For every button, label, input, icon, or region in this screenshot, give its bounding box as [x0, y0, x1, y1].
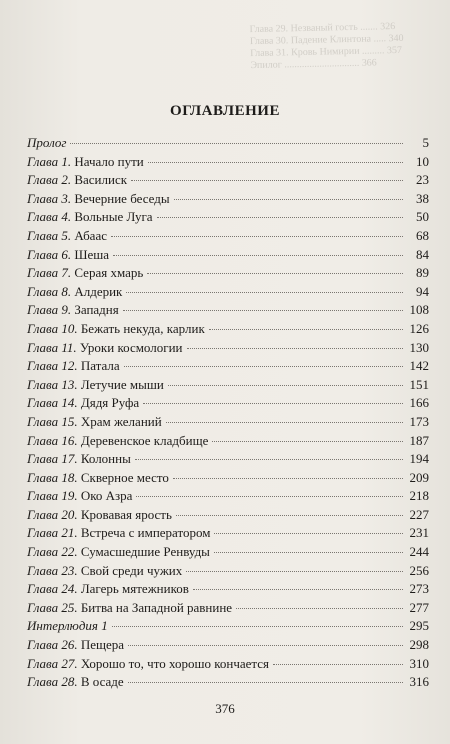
page-title: ОГЛАВЛЕНИЕ [170, 103, 280, 119]
dot-leader [174, 199, 403, 200]
toc-entry-prefix: Глава 14. [27, 395, 78, 411]
toc-entry-title [27, 524, 210, 543]
toc-entry-text: Колонны [77, 451, 131, 467]
toc-entry-prefix: Глава 3. [27, 190, 72, 206]
toc-entry [27, 599, 429, 618]
toc-entry-page: 173 [409, 413, 429, 429]
toc-entry-title [27, 301, 119, 320]
dot-leader [209, 329, 403, 330]
toc-entry-text: Пещера [77, 637, 125, 653]
toc-entry [27, 283, 429, 302]
toc-entry-text: Храм желаний [77, 413, 162, 429]
toc-entry-page: 94 [416, 283, 429, 299]
toc-entry-text: Вечерние беседы [71, 190, 170, 206]
toc-entry-text: Василиск [71, 172, 128, 188]
toc-entry-page: 130 [409, 339, 429, 355]
toc-entry [27, 655, 429, 674]
dot-leader [111, 236, 403, 237]
toc-entry-page: 218 [409, 488, 429, 504]
toc-entry-title [27, 450, 131, 469]
toc-entry-text: Алдерик [71, 283, 123, 299]
toc-entry-prefix: Глава 5. [27, 227, 72, 243]
dot-leader [128, 682, 403, 683]
toc-entry-title [27, 580, 189, 599]
toc-entry-page: 89 [416, 265, 429, 281]
dot-leader [131, 180, 403, 181]
page-number: 376 [215, 701, 235, 716]
toc-entry-prefix: Глава 21. [27, 525, 78, 541]
toc-entry-text: Лагерь мятежников [77, 581, 189, 597]
toc-entry-page: 84 [416, 246, 429, 262]
toc-entry-title [27, 320, 205, 339]
toc-entry-title [27, 487, 132, 506]
table-of-contents [27, 134, 429, 692]
toc-entry [27, 134, 429, 153]
dot-leader [273, 664, 403, 665]
toc-entry-title [27, 171, 127, 190]
toc-entry [27, 636, 429, 655]
toc-entry-title [27, 283, 122, 302]
toc-entry-prefix: Глава 22. [27, 544, 78, 560]
toc-entry-page: 194 [409, 451, 429, 467]
toc-entry [27, 339, 429, 358]
toc-entry-prefix: Глава 24. [27, 581, 78, 597]
toc-entry-prefix: Глава 2. [27, 172, 72, 188]
dot-leader [147, 273, 403, 274]
toc-entry [27, 264, 429, 283]
dot-leader [113, 255, 403, 256]
toc-entry-title [27, 339, 183, 358]
dot-leader [135, 459, 403, 460]
dot-leader [168, 385, 403, 386]
toc-entry-prefix: Глава 16. [27, 432, 78, 448]
toc-entry-prefix: Глава 15. [27, 413, 78, 429]
toc-entry-title [27, 506, 172, 525]
toc-entry-page: 187 [409, 432, 429, 448]
dot-leader [143, 403, 403, 404]
toc-entry-prefix: Глава 12. [27, 358, 78, 374]
toc-entry-page: 209 [409, 469, 429, 485]
toc-entry-text: Бежать некуда, карлик [77, 320, 205, 336]
toc-entry-prefix: Глава 7. [27, 265, 72, 281]
toc-entry-prefix: Глава 19. [27, 488, 78, 504]
dot-leader [214, 533, 403, 534]
toc-entry-title [27, 246, 109, 265]
dot-leader [148, 162, 403, 163]
dot-leader [173, 478, 403, 479]
toc-entry-title [27, 394, 139, 413]
toc-entry-prefix: Глава 17. [27, 451, 78, 467]
toc-entry-prefix: Глава 28. [27, 674, 78, 690]
toc-entry [27, 171, 429, 190]
toc-entry-text: Абаас [71, 227, 107, 243]
dot-leader [236, 608, 403, 609]
toc-entry-title [27, 208, 153, 227]
toc-entry-page: 23 [416, 172, 429, 188]
toc-entry [27, 208, 429, 227]
toc-entry-title [27, 376, 164, 395]
toc-entry-text: Западня [71, 302, 119, 318]
toc-entry-text: Хорошо то, что хорошо кончается [77, 655, 270, 671]
toc-entry-title [27, 636, 124, 655]
toc-entry-page: 10 [416, 153, 429, 169]
toc-entry-title [27, 134, 66, 153]
toc-entry-text: Свой среди чужих [77, 562, 183, 578]
toc-entry-prefix: Глава 18. [27, 469, 78, 485]
bleed-through-text [250, 20, 450, 72]
dot-leader [176, 515, 403, 516]
dot-leader [187, 348, 404, 349]
toc-entry [27, 376, 429, 395]
toc-entry-page: 244 [409, 544, 429, 560]
bleed-through-line: Глава 31. Кровь Нимирии ......... 357 [250, 44, 403, 60]
dot-leader [70, 143, 403, 144]
toc-entry [27, 227, 429, 246]
toc-entry [27, 357, 429, 376]
toc-entry-page: 68 [416, 227, 429, 243]
toc-entry-text: Дядя Руфа [77, 395, 140, 411]
toc-entry [27, 394, 429, 413]
toc-entry-page: 256 [409, 562, 429, 578]
toc-entry [27, 190, 429, 209]
toc-entry-title [27, 562, 182, 581]
toc-entry [27, 301, 429, 320]
toc-entry-prefix: Глава 1. [27, 153, 72, 169]
toc-entry-title [27, 357, 120, 376]
toc-entry [27, 432, 429, 451]
toc-entry-page: 231 [409, 525, 429, 541]
toc-entry-page: 316 [409, 674, 429, 690]
toc-entry [27, 487, 429, 506]
toc-entry-prefix: Глава 20. [27, 506, 78, 522]
toc-entry-prefix: Интерлюдия 1 [27, 618, 108, 634]
toc-entry-page: 126 [409, 320, 429, 336]
dot-leader [123, 310, 403, 311]
toc-entry-prefix: Глава 4. [27, 209, 72, 225]
toc-entry [27, 469, 429, 488]
toc-entry [27, 617, 429, 636]
bleed-through-line: Глава 29. Незваный гость ....... 326 [249, 21, 396, 36]
toc-entry-title [27, 599, 232, 618]
toc-entry-page: 277 [409, 599, 429, 615]
toc-entry-text: Скверное место [77, 469, 169, 485]
toc-entry-title [27, 153, 144, 172]
toc-entry-title [27, 673, 124, 692]
toc-entry-prefix: Пролог [27, 135, 67, 150]
toc-entry-page: 142 [409, 358, 429, 374]
toc-entry-text: Сумасшедшие Ренвуды [77, 544, 210, 560]
dot-leader [128, 645, 403, 646]
toc-entry-page: 295 [409, 618, 429, 634]
toc-entry-page: 108 [409, 302, 429, 318]
toc-entry-page: 50 [416, 209, 429, 225]
toc-entry [27, 543, 429, 562]
toc-entry-text: Патала [77, 358, 120, 374]
toc-entry-text: Деревенское кладбище [77, 432, 209, 448]
dot-leader [166, 422, 403, 423]
toc-entry [27, 580, 429, 599]
toc-entry-text: Уроки космологии [76, 339, 183, 355]
toc-entry-text: Вольные Луга [71, 209, 153, 225]
toc-entry-title [27, 264, 143, 283]
toc-entry-text: Шеша [71, 246, 110, 262]
toc-entry-title [27, 190, 170, 209]
dot-leader [186, 571, 403, 572]
toc-entry [27, 153, 429, 172]
toc-entry-prefix: Глава 13. [27, 376, 78, 392]
toc-entry-prefix: Глава 10. [27, 320, 78, 336]
dot-leader [112, 626, 403, 627]
toc-entry-title [27, 469, 169, 488]
toc-entry [27, 524, 429, 543]
toc-entry-text: Кровавая ярость [77, 506, 172, 522]
dot-leader [136, 496, 403, 497]
toc-entry [27, 450, 429, 469]
toc-entry-text: Око Азра [77, 488, 133, 504]
bleed-through-line: Глава 30. Падение Клинтона ..... 340 [249, 32, 404, 48]
toc-entry-text: В осаде [77, 674, 124, 690]
toc-entry [27, 320, 429, 339]
toc-entry-text: Летучие мыши [77, 376, 164, 392]
toc-entry-prefix: Глава 26. [27, 637, 78, 653]
toc-entry-prefix: Глава 23. [27, 562, 78, 578]
toc-entry-prefix: Глава 11. [27, 339, 77, 355]
toc-entry-prefix: Глава 6. [27, 246, 72, 262]
toc-entry-text: Начало пути [71, 153, 144, 169]
toc-entry-title [27, 413, 162, 432]
dot-leader [212, 441, 403, 442]
toc-entry-page: 298 [409, 637, 429, 653]
toc-entry [27, 413, 429, 432]
dot-leader [193, 589, 403, 590]
toc-entry-title [27, 227, 107, 246]
toc-entry-page: 227 [409, 506, 429, 522]
toc-entry-title [27, 617, 108, 636]
toc-entry-prefix: Глава 9. [27, 302, 72, 318]
toc-entry-page: 310 [409, 655, 429, 671]
toc-entry-page: 166 [409, 395, 429, 411]
toc-entry-page: 38 [416, 190, 429, 206]
bleed-through-line: Эпилог .............................. 366 [250, 57, 377, 72]
toc-entry [27, 673, 429, 692]
toc-entry-title [27, 432, 208, 451]
toc-entry [27, 246, 429, 265]
dot-leader [214, 552, 403, 553]
toc-entry-text: Серая хмарь [71, 265, 144, 281]
dot-leader [126, 292, 403, 293]
toc-entry-prefix: Глава 25. [27, 599, 78, 615]
toc-entry [27, 562, 429, 581]
toc-entry-page: 5 [422, 135, 429, 150]
dot-leader [124, 366, 403, 367]
toc-entry-text: Битва на Западной равнине [77, 599, 233, 615]
toc-entry-page: 151 [409, 376, 429, 392]
dot-leader [157, 217, 403, 218]
toc-entry-text: Встреча с императором [77, 525, 211, 541]
toc-entry-prefix: Глава 27. [27, 655, 78, 671]
toc-entry-title [27, 543, 210, 562]
toc-entry-prefix: Глава 8. [27, 283, 72, 299]
toc-entry-page: 273 [409, 581, 429, 597]
toc-entry [27, 506, 429, 525]
toc-entry-title [27, 655, 269, 674]
